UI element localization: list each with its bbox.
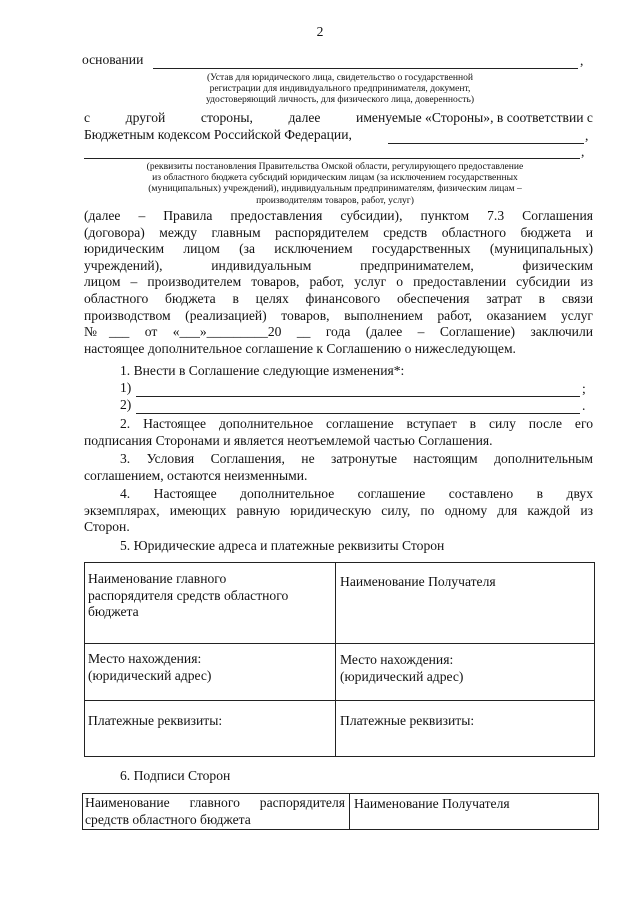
addresses-table-divider [335, 562, 336, 757]
item-2: 2. Настоящее дополнительное соглашение вступает в силу после его подписания Сторонами и является неотъемлемой частью Соглашения. [84, 416, 593, 448]
addresses-cell-grbs-name: Наименование главного распорядителя средств областного бюджета [88, 571, 289, 620]
budget-code-blank [388, 143, 584, 144]
item-4: 4. Настоящее дополнительное соглашение составлено в двух экземплярах, имеющих равную юридическую силу, по одному для каждой из Сторон. [84, 486, 593, 535]
item-1-sub-1-end: ; [582, 381, 586, 396]
page-number: 2 [316, 24, 324, 39]
item-1-sub-1: 1) [120, 380, 132, 395]
rekvizity-blank [84, 158, 580, 159]
item-6-heading: 6. Подписи Сторон [120, 768, 231, 783]
addresses-table-row-line-1 [84, 643, 595, 644]
budget-code-line: Бюджетным кодексом Российской Федерации, [84, 127, 352, 142]
osnovanii-comma: , [580, 53, 584, 68]
addresses-cell-grbs-payment: Платежные реквизиты: [88, 713, 223, 728]
item-3: 3. Условия Соглашения, не затронутые настоящим дополнительным соглашением, остаются неизменными. [84, 451, 593, 483]
rekvizity-note: (реквизиты постановления Правительства Омской области, регулирующего предоставление из областного бюджета субсидий юридическим лицам (за исключением государственных (муниципальных) учреждений), индивидуальным предпринимателям, физическим лицам – производителям товаров, работ, услуг) [146, 161, 524, 206]
addresses-cell-recipient-location: Место нахождения: (юридический адрес) [340, 652, 464, 684]
main-paragraph: (далее – Правила предоставления субсидии), пунктом 7.3 Соглашения (договора) между главным распорядителем средств областного бюджета и юридическим лицом (за исключением государственных (муниципальных) учреждений), индивидуальным предпринимателем, физическим лицом – производителем товаров, работ, услуг о предоставлении субсидии из областного бюджета в целях финансового обеспечения затрат в связи производством (реализацией) товаров, выполнением работ, оказанием услуг №___ от «___»_________20 __ года (далее – Соглашение) заключили настоящее дополнительное соглашение к Соглашению о нижеследующем. [84, 208, 593, 356]
osnovanii-note: (Устав для юридического лица, свидетельство о государственной регистрации для индивидуального предпринимателя, документ, удостоверяющий личность, для физического лица, доверенность) [205, 72, 475, 106]
addresses-table-row-line-2 [84, 700, 595, 701]
addresses-cell-recipient-name: Наименование Получателя [340, 574, 496, 589]
item-1-sub-1-blank [136, 396, 580, 397]
signatures-cell-recipient: Наименование Получателя [354, 796, 510, 811]
item-1: 1. Внести в Соглашение следующие изменения*: [120, 363, 405, 378]
addresses-cell-recipient-payment: Платежные реквизиты: [340, 713, 475, 728]
item-5-heading: 5. Юридические адреса и платежные реквизиты Сторон [120, 538, 445, 553]
item-1-sub-2-end: . [582, 398, 586, 413]
signatures-table-divider [349, 793, 350, 830]
osnovanii-label: основании [82, 52, 144, 67]
rekvizity-comma: , [581, 144, 585, 159]
budget-code-comma: , [585, 128, 589, 143]
item-1-sub-2-blank [136, 413, 580, 414]
signatures-cell-grbs: Наименование главного распорядителя средств областного бюджета [85, 795, 345, 827]
osnovanii-blank [153, 68, 578, 69]
addresses-cell-grbs-location: Место нахождения: (юридический адрес) [88, 651, 212, 683]
other-side-line: с другой стороны, далее именуемые «Стороны», в соответствии с [84, 110, 593, 125]
item-1-sub-2: 2) [120, 397, 132, 412]
